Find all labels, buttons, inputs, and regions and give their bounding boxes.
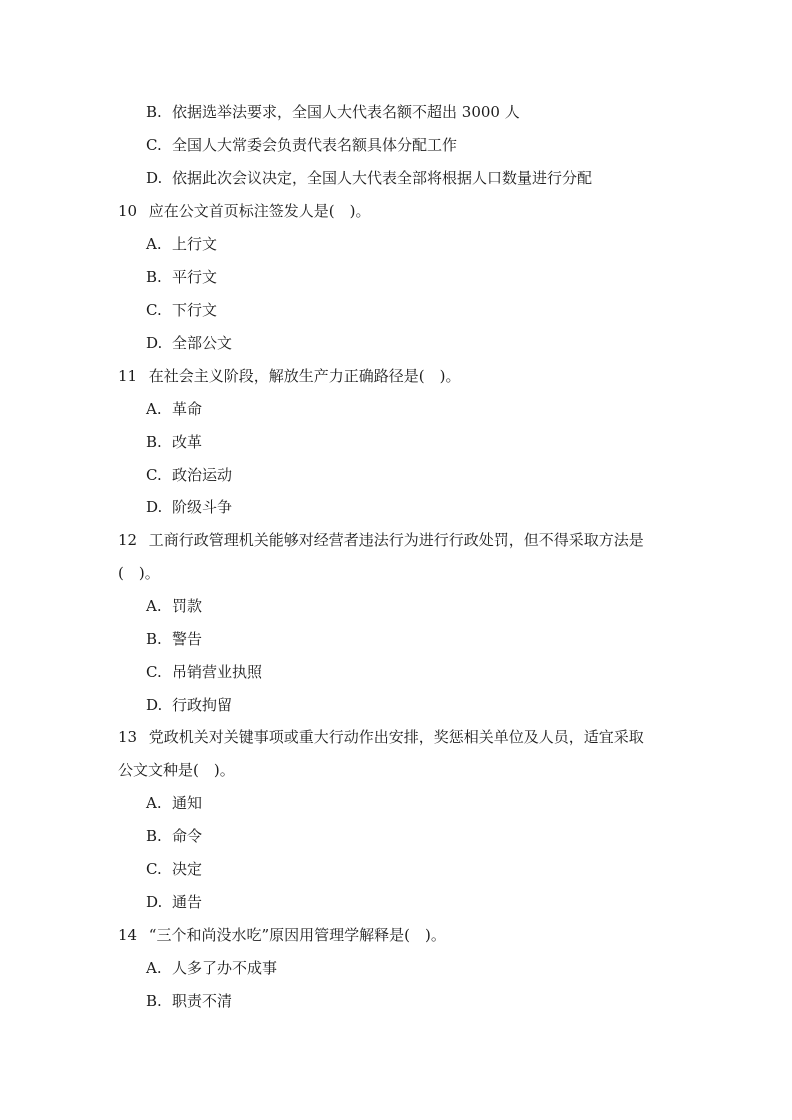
option-letter: A. [146,959,162,977]
option-text: 通告 [172,893,203,911]
option-text: 命令 [172,827,203,845]
option-line [146,859,202,879]
option-text: 全国人大常委会负责代表名额具体分配工作 [172,136,458,154]
option-line [146,892,202,912]
question-text: 工商行政管理机关能够对经营者违法行为进行行政处罚，但不得采取方法是 [148,531,644,549]
option-text: 警告 [172,630,203,648]
option-line [146,629,202,649]
option-text: 下行文 [172,301,218,319]
option-letter: A. [146,235,162,253]
option-line [146,300,217,320]
option-text: 政治运动 [172,466,233,484]
option-line [146,826,202,846]
option-line [146,234,217,254]
option-letter: B. [146,827,162,845]
option-letter: B. [146,992,162,1010]
question-line [118,201,371,221]
option-letter: A. [146,400,162,418]
option-line [146,793,202,813]
option-line [146,333,232,353]
question-number: 10 [118,202,138,220]
option-letter: A. [146,597,162,615]
question-number: 14 [118,926,138,944]
option-letter: C. [146,136,162,154]
option-letter: B. [146,268,162,286]
question-text: 党政机关对关键事项或重大行动作出安排，奖惩相关单位及人员，适宜采取 [148,728,644,746]
option-letter: C. [146,301,162,319]
question-text: 在社会主义阶段，解放生产力正确路径是( )。 [148,367,461,385]
option-letter: B. [146,103,162,121]
option-text: 吊销营业执照 [172,663,263,681]
question-number: 13 [118,728,138,746]
option-letter: D. [146,169,163,187]
question-text-cont: 公文文种是( )。 [118,761,235,779]
option-letter: B. [146,433,162,451]
question-line [118,925,446,945]
option-text: 依据选举法要求，全国人大代表名额不超出 3000 人 [172,103,520,121]
option-letter: D. [146,498,163,516]
option-text: 决定 [172,860,203,878]
question-number: 11 [118,367,138,385]
option-letter: D. [146,696,163,714]
option-text: 阶级斗争 [172,498,233,516]
option-text: 改革 [172,433,203,451]
option-line [146,497,232,517]
question-text: 应在公文首页标注签发人是( )。 [148,202,371,220]
option-line [146,596,202,616]
option-letter: D. [146,893,163,911]
option-text: 依据此次会议决定，全国人大代表全部将根据人口数量进行分配 [172,169,593,187]
question-text: “三个和尚没水吃”原因用管理学解释是( )。 [148,926,446,944]
option-text: 职责不清 [172,992,233,1010]
option-text: 通知 [172,794,203,812]
option-text: 人多了办不成事 [172,959,278,977]
option-letter: C. [146,466,162,484]
option-line [146,465,232,485]
option-text: 平行文 [172,268,218,286]
option-letter: D. [146,334,163,352]
question-line [118,727,644,747]
question-number: 12 [118,531,138,549]
question-line [118,530,644,550]
option-text: 革命 [172,400,203,418]
option-letter: C. [146,663,162,681]
option-letter: A. [146,794,162,812]
question-line [118,366,461,386]
question-continuation [118,760,235,780]
option-line [146,958,277,978]
option-letter: C. [146,860,162,878]
question-continuation [118,563,160,583]
option-line [146,399,202,419]
option-text: 罚款 [172,597,203,615]
option-text: 上行文 [172,235,218,253]
option-text: 全部公文 [172,334,233,352]
question-text-cont: ( )。 [118,564,160,582]
option-line [146,695,232,715]
option-text: 行政拘留 [172,696,233,714]
option-line [146,991,232,1011]
option-line [146,102,520,122]
option-line [146,168,592,188]
option-line [146,662,262,682]
option-line [146,267,217,287]
option-line [146,135,457,155]
option-letter: B. [146,630,162,648]
option-line [146,432,202,452]
